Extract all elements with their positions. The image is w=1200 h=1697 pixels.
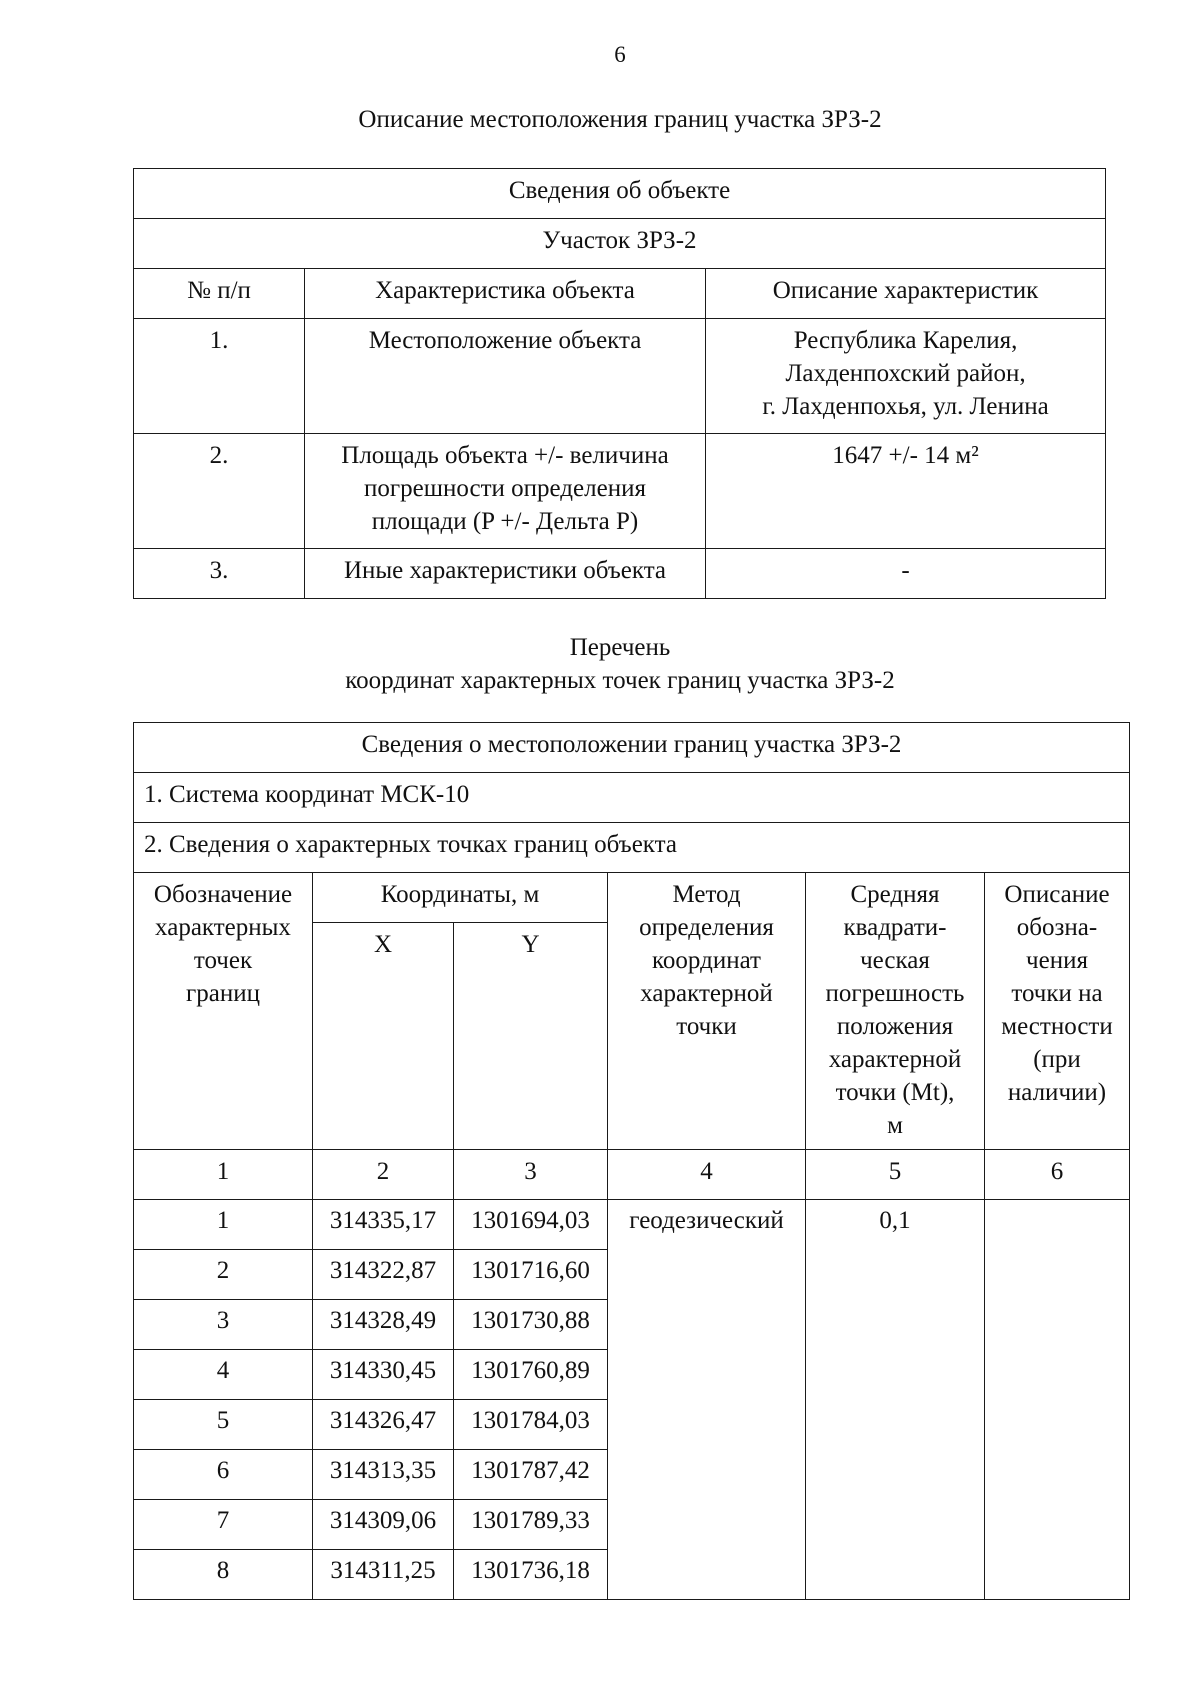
row-2-description: 1647 +/- 14 м² [706,434,1106,549]
row-3-num: 3. [134,549,305,599]
point-number: 5 [134,1400,313,1450]
coords-title-line1: Перечень [569,634,671,661]
coordinates-table [133,722,1130,1600]
point-x: 314313,35 [313,1450,454,1500]
point-x: 314328,49 [313,1300,454,1350]
point-number: 3 [134,1300,313,1350]
point-x: 314326,47 [313,1400,454,1450]
object-info-table [133,168,1106,599]
method-value: геодезический [608,1200,806,1600]
column-header-error: Средняя квадрати- ческая погрешность положения характерной точки (Mt), м [806,873,985,1150]
point-y: 1301789,33 [454,1500,608,1550]
points-info: 2. Сведения о характерных точках границ объекта [134,823,1130,873]
table-row [134,1200,1130,1250]
point-x: 314311,25 [313,1550,454,1600]
point-number: 4 [134,1350,313,1400]
row-2-characteristic: Площадь объекта +/- величина погрешности определения площади (P +/- Дельта P) [305,434,706,549]
row-1-num: 1. [134,319,305,434]
coordinate-system: 1. Система координат МСК-10 [134,773,1130,823]
point-y: 1301784,03 [454,1400,608,1450]
column-number-2: 2 [313,1150,454,1200]
column-number-5: 5 [806,1150,985,1200]
point-x: 314335,17 [313,1200,454,1250]
column-header-method: Метод определения координат характерной точки [608,873,806,1150]
object-table-header: Сведения об объекте [134,169,1106,219]
column-header-num: № п/п [134,269,305,319]
point-y: 1301760,89 [454,1350,608,1400]
error-value: 0,1 [806,1200,985,1600]
column-header-y: Y [454,923,608,1150]
point-y: 1301716,60 [454,1250,608,1300]
row-1-characteristic: Местоположение объекта [305,319,706,434]
column-number-4: 4 [608,1150,806,1200]
column-number-6: 6 [985,1150,1130,1200]
point-x: 314309,06 [313,1500,454,1550]
coords-title-line2: координат характерных точек границ участка ЗРЗ-2 [345,667,895,694]
column-header-coordinates: Координаты, м [313,873,608,923]
point-number: 2 [134,1250,313,1300]
column-header-point: Обозначение характерных точек границ [134,873,313,1150]
row-2-num: 2. [134,434,305,549]
point-x: 314330,45 [313,1350,454,1400]
point-y: 1301730,88 [454,1300,608,1350]
point-y: 1301787,42 [454,1450,608,1500]
row-3-description: - [706,549,1106,599]
point-y: 1301694,03 [454,1200,608,1250]
column-number-1: 1 [134,1150,313,1200]
point-y: 1301736,18 [454,1550,608,1600]
point-number: 7 [134,1500,313,1550]
point-number: 6 [134,1450,313,1500]
point-number: 8 [134,1550,313,1600]
coords-section-title [0,631,1200,697]
column-header-x: X [313,923,454,1150]
point-number: 1 [134,1200,313,1250]
column-number-3: 3 [454,1150,608,1200]
column-header-characteristic: Характеристика объекта [305,269,706,319]
column-header-point-description: Описание обозна- чения точки на местности (при наличии) [985,873,1130,1150]
point-x: 314322,87 [313,1250,454,1300]
object-section-title: Описание местоположения границ участка ЗРЗ-2 [358,106,882,133]
row-1-description: Республика Карелия, Лахденпохский район, г. Лахденпохья, ул. Ленина [706,319,1106,434]
page-number: 6 [614,42,626,67]
coords-table-header: Сведения о местоположении границ участка ЗРЗ-2 [134,723,1130,773]
row-3-characteristic: Иные характеристики объекта [305,549,706,599]
point-description-value [985,1200,1130,1600]
object-table-subheader: Участок ЗРЗ-2 [134,219,1106,269]
column-header-description: Описание характеристик [706,269,1106,319]
